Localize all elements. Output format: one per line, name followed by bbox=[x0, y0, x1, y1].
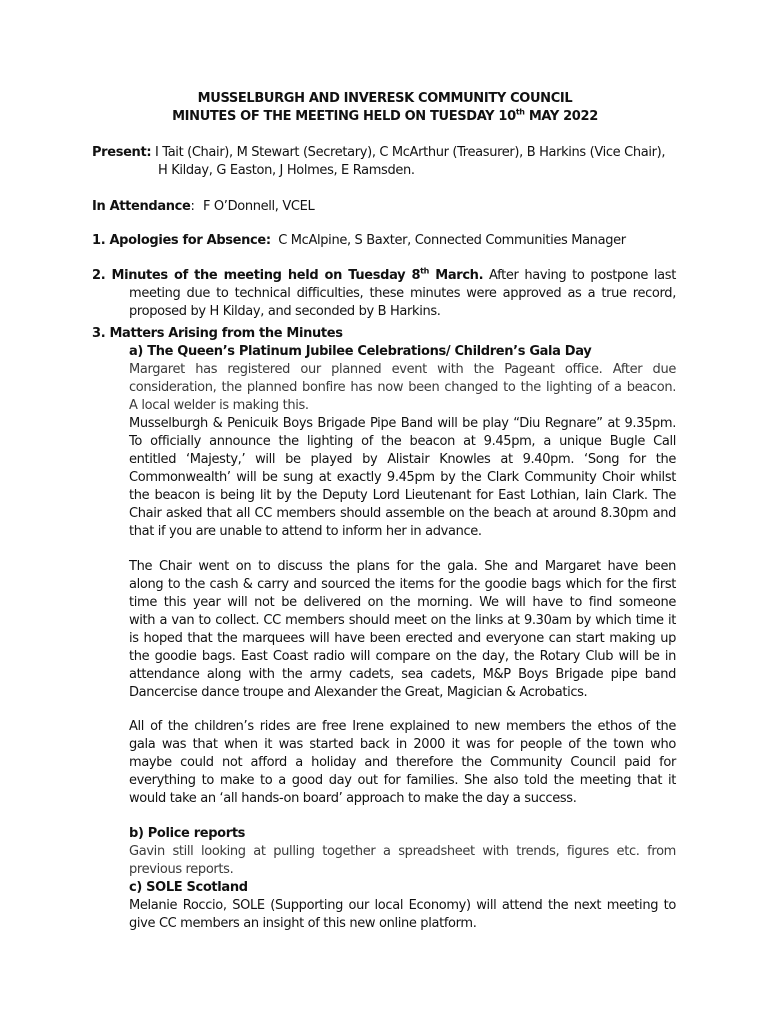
paragraph-line: with a van to collect. CC members should meet on the links at 9.30am by which time it bbox=[129, 613, 676, 628]
present-members: I Tait (Chair), M Stewart (Secretary), C McArthur (Treasurer), B Harkins (Vice Chair), bbox=[154, 145, 666, 160]
paragraph-line: previous reports. bbox=[129, 862, 234, 877]
paragraph-line: that if you are unable to attend to inform her in advance. bbox=[129, 524, 482, 539]
attendance-label: In Attendance bbox=[92, 199, 191, 214]
paragraph-line: To officially announce the lighting of the beacon at 9.45pm, a unique Bugle Call bbox=[129, 434, 676, 449]
paragraph-line: Melanie Roccio, SOLE (Supporting our local Economy) will attend the next meeting to bbox=[129, 898, 676, 913]
item-1-heading: 1. Apologies for Absence: bbox=[92, 233, 271, 248]
item-2-heading-month: March. bbox=[429, 268, 484, 283]
subtitle-superscript: th bbox=[515, 107, 525, 117]
paragraph-line: entitled ‘Majesty,’ will be played by Alistair Knowles at 9.40pm. ‘Song for the bbox=[129, 452, 676, 467]
item-3b-heading: b) Police reports bbox=[129, 826, 246, 841]
document-title: MUSSELBURGH AND INVERESK COMMUNITY COUNCIL bbox=[197, 91, 573, 106]
paragraph-line: Dancercise dance troupe and Alexander the Great, Magician & Acrobatics. bbox=[129, 685, 588, 700]
paragraph-line: The Chair went on to discuss the plans for the gala. She and Margaret have been bbox=[129, 559, 676, 574]
item-3-heading: 3. Matters Arising from the Minutes bbox=[92, 326, 343, 341]
subtitle-main: MINUTES OF THE MEETING HELD ON TUESDAY 10 bbox=[172, 109, 516, 124]
item-2-heading-text: 2. Minutes of the meeting held on Tuesday 8 bbox=[92, 268, 421, 283]
subtitle-date: MAY 2022 bbox=[524, 109, 598, 124]
paragraph-line: Chair asked that all CC members should assemble on the beach at around 8.30pm and bbox=[129, 506, 676, 521]
attendance-colon: : bbox=[190, 199, 195, 214]
paragraph-line: A local welder is making this. bbox=[129, 398, 309, 413]
present-label: Present: bbox=[92, 145, 152, 160]
paragraph-line: attendance along with the army cadets, sea cadets, M&P Boys Brigade pipe band bbox=[129, 667, 676, 682]
item-1-text: C McAlpine, S Baxter, Connected Communities Manager bbox=[278, 233, 626, 248]
item-2-text-line: meeting due to technical difficulties, these minutes were approved as a true record, bbox=[129, 286, 676, 301]
item-3a-heading: a) The Queen’s Platinum Jubilee Celebrations/ Children’s Gala Day bbox=[129, 344, 592, 359]
item-1-apologies bbox=[92, 232, 626, 250]
paragraph-line: All of the children’s rides are free Irene explained to new members the ethos of the bbox=[129, 719, 676, 734]
paragraph-line: is hoped that the marquees will have been erected and everyone can start making up bbox=[129, 631, 676, 646]
paragraph-line: Musselburgh & Penicuik Boys Brigade Pipe Band will be play “Diu Regnare” at 9.35pm. bbox=[129, 416, 676, 431]
paragraph-line: the beacon is being lit by the Deputy Lord Lieutenant for East Lothian, Iain Clark. The bbox=[129, 488, 676, 503]
item-2-text: After having to postpone last bbox=[489, 268, 676, 283]
paragraph-line: maybe could not afford a holiday and therefore the Community Council paid for bbox=[129, 755, 676, 770]
document-subtitle bbox=[0, 108, 770, 126]
attendance-value: F O’Donnell, VCEL bbox=[203, 199, 315, 214]
item-2-heading-line bbox=[92, 267, 676, 285]
attendance-line bbox=[92, 198, 195, 216]
item-2-heading bbox=[92, 268, 483, 283]
paragraph-line: Commonwealth’ will be sung at exactly 9.45pm by the Clark Community Choir whilst bbox=[129, 470, 676, 485]
paragraph-line: the goodie bags. East Coast radio will compare on the day, the Rotary Club will be in bbox=[129, 649, 676, 664]
present-line bbox=[92, 144, 665, 162]
item-2-heading-superscript: th bbox=[420, 266, 429, 276]
paragraph-line: everything to make to a good day out for families. She also told the meeting that it bbox=[129, 773, 676, 788]
paragraph-line: consideration, the planned bonfire has now been changed to the lighting of a beacon. bbox=[129, 380, 676, 395]
paragraph-line: Margaret has registered our planned event with the Pageant office. After due bbox=[129, 362, 676, 377]
paragraph-line: along to the cash & carry and sourced the items for the goodie bags which for the first bbox=[129, 577, 676, 592]
paragraph-line: gala was that when it was started back in 2000 it was for people of the town who bbox=[129, 737, 676, 752]
paragraph-line: give CC members an insight of this new online platform. bbox=[129, 916, 477, 931]
item-3c-heading: c) SOLE Scotland bbox=[129, 880, 248, 895]
paragraph-line: would take an ‘all hands-on board’ approach to make the day a success. bbox=[129, 791, 577, 806]
paragraph-line: Gavin still looking at pulling together a spreadsheet with trends, figures etc. from bbox=[129, 844, 676, 859]
item-2-text-line: proposed by H Kilday, and seconded by B Harkins. bbox=[129, 304, 441, 319]
present-members-cont: H Kilday, G Easton, J Holmes, E Ramsden. bbox=[158, 163, 415, 178]
paragraph-line: time this year will not be delivered on the morning. We will have to find someone bbox=[129, 595, 676, 610]
